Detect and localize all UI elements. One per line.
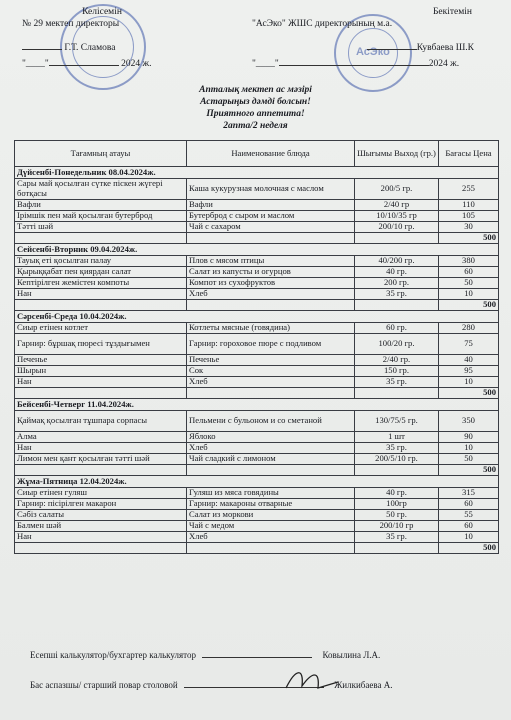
dish-row xyxy=(15,334,499,355)
dish-price: 50 xyxy=(439,454,499,465)
day-total-row xyxy=(15,543,499,554)
empty-cell xyxy=(15,233,187,244)
dish-name-ru: Компот из сухофруктов xyxy=(187,278,355,289)
dish-name-ru: Яблоко xyxy=(187,432,355,443)
day-title: Дүйсенбі-Понедельник 08.04.2024ж. xyxy=(15,167,499,179)
dish-price: 10 xyxy=(439,377,499,388)
menu-title-kz: Апталық мектеп ас мәзірі xyxy=(199,85,312,95)
empty-cell xyxy=(15,300,187,311)
dish-row xyxy=(15,532,499,543)
dish-name-ru: Гарнир: гороховое пюре с подливом xyxy=(187,334,355,355)
dish-name-kz: Тауық еті қосылған палау xyxy=(15,256,187,267)
day-total: 500 xyxy=(439,388,499,399)
dish-output: 100гр xyxy=(355,499,439,510)
dish-output: 40 гр. xyxy=(355,488,439,499)
dish-price: 75 xyxy=(439,334,499,355)
dish-output: 1 шт xyxy=(355,432,439,443)
col-header-output: Шығымы Выход (гр.) xyxy=(355,141,439,167)
dish-output: 130/75/5 гр. xyxy=(355,411,439,432)
dish-row xyxy=(15,355,499,366)
dish-price: 30 xyxy=(439,222,499,233)
dish-output: 200/5 гр. xyxy=(355,179,439,200)
day-total-row xyxy=(15,388,499,399)
dish-name-ru: Гарнир: макароны отварные xyxy=(187,499,355,510)
footer-accountant xyxy=(30,650,380,661)
dish-name-kz: Нан xyxy=(15,532,187,543)
dish-output: 200/10 гр. xyxy=(355,222,439,233)
menu-wish-ru: Приятного аппетита! xyxy=(206,109,305,119)
dish-row xyxy=(15,411,499,432)
dish-row xyxy=(15,211,499,222)
dish-row xyxy=(15,179,499,200)
dish-row xyxy=(15,267,499,278)
dish-row xyxy=(15,256,499,267)
day-total: 500 xyxy=(439,465,499,476)
dish-price: 95 xyxy=(439,366,499,377)
dish-output: 40 гр. xyxy=(355,267,439,278)
dish-price: 55 xyxy=(439,510,499,521)
day-header-row xyxy=(15,311,499,323)
dish-name-ru: Хлеб xyxy=(187,377,355,388)
dish-name-kz: Кептірілген жемістен компоты xyxy=(15,278,187,289)
chef-signature xyxy=(282,664,342,694)
dish-name-ru: Чай с медом xyxy=(187,521,355,532)
empty-cell xyxy=(187,233,355,244)
approval-block-right xyxy=(252,6,502,70)
dish-name-kz: Қаймақ қосылған тұшпара сорпасы xyxy=(15,411,187,432)
day-header-row xyxy=(15,399,499,411)
date-suffix-right: 2024 ж. xyxy=(428,59,460,69)
dish-output: 40/200 гр. xyxy=(355,256,439,267)
day-total-row xyxy=(15,465,499,476)
dish-row xyxy=(15,521,499,532)
dish-name-kz: Қырыққабат пен қиярдан салат xyxy=(15,267,187,278)
dish-price: 40 xyxy=(439,355,499,366)
chef-label: Бас аспазшы/ старший повар столовой xyxy=(30,680,178,690)
menu-table-header xyxy=(15,141,499,167)
dish-name-kz: Алма xyxy=(15,432,187,443)
day-total-row xyxy=(15,233,499,244)
dish-price: 60 xyxy=(439,499,499,510)
dish-name-kz: Лимон мен қант қосылған тәтті шәй xyxy=(15,454,187,465)
day-total: 500 xyxy=(439,233,499,244)
director-role-left: № 29 мектеп директоры xyxy=(22,19,120,29)
empty-cell xyxy=(355,543,439,554)
empty-cell xyxy=(187,300,355,311)
dish-name-ru: Котлеты мясные (говядина) xyxy=(187,323,355,334)
dish-output: 35 гр. xyxy=(355,532,439,543)
dish-price: 380 xyxy=(439,256,499,267)
dish-name-kz: Нан xyxy=(15,443,187,454)
dish-output: 10/10/35 гр xyxy=(355,211,439,222)
approval-block-left xyxy=(22,6,182,70)
day-total: 500 xyxy=(439,543,499,554)
dish-name-kz: Сиыр етінен гуляш xyxy=(15,488,187,499)
dish-output: 150 гр. xyxy=(355,366,439,377)
chef-name: Жилкибаева А. xyxy=(334,680,393,690)
dish-row xyxy=(15,200,499,211)
dish-name-ru: Плов с мясом птицы xyxy=(187,256,355,267)
dish-price: 10 xyxy=(439,289,499,300)
dish-name-kz: Шырын xyxy=(15,366,187,377)
dish-price: 10 xyxy=(439,443,499,454)
dish-row xyxy=(15,499,499,510)
dish-name-ru: Каша кукурузная молочная с маслом xyxy=(187,179,355,200)
date-prefix-right: "____" xyxy=(252,59,279,69)
approve-label-left: Келісемін xyxy=(82,7,122,17)
company-stamp-logo: АсЭко xyxy=(356,46,390,58)
dish-row xyxy=(15,488,499,499)
accountant-name: Ковылина Л.А. xyxy=(322,650,381,660)
empty-cell xyxy=(15,543,187,554)
dish-output: 35 гр. xyxy=(355,289,439,300)
dish-name-kz: Вафли xyxy=(15,200,187,211)
day-title: Сейсенбі-Вторник 09.04.2024ж. xyxy=(15,244,499,256)
day-header-row xyxy=(15,476,499,488)
dish-price: 110 xyxy=(439,200,499,211)
dish-price: 315 xyxy=(439,488,499,499)
dish-output: 200/5/10 гр. xyxy=(355,454,439,465)
dish-output: 200/10 гр xyxy=(355,521,439,532)
dish-output: 35 гр. xyxy=(355,377,439,388)
dish-name-kz: Сары май қосылған сүтке піскен жүгері ботқасы xyxy=(15,179,187,200)
menu-week: 2апта/2 неделя xyxy=(223,121,288,131)
dish-name-kz: Гарнир: пісірілген макарон xyxy=(15,499,187,510)
dish-name-ru: Сок xyxy=(187,366,355,377)
dish-name-ru: Пельмени с бульоном и со сметаной xyxy=(187,411,355,432)
dish-name-ru: Печенье xyxy=(187,355,355,366)
dish-price: 90 xyxy=(439,432,499,443)
dish-price: 105 xyxy=(439,211,499,222)
dish-row xyxy=(15,289,499,300)
empty-cell xyxy=(187,465,355,476)
dish-price: 60 xyxy=(439,267,499,278)
dish-name-ru: Вафли xyxy=(187,200,355,211)
dish-name-ru: Салат из моркови xyxy=(187,510,355,521)
accountant-label: Есепші калькулятор/бухгартер калькулятор xyxy=(30,650,196,660)
dish-row xyxy=(15,510,499,521)
empty-cell xyxy=(187,388,355,399)
dish-price: 255 xyxy=(439,179,499,200)
dish-name-kz: Нан xyxy=(15,377,187,388)
dish-name-ru: Хлеб xyxy=(187,289,355,300)
day-total: 500 xyxy=(439,300,499,311)
dish-name-ru: Салат из капусты и огурцов xyxy=(187,267,355,278)
dish-output: 2/40 гр xyxy=(355,200,439,211)
empty-cell xyxy=(355,465,439,476)
dish-output: 100/20 гр. xyxy=(355,334,439,355)
col-header-kz: Тағамның атауы xyxy=(15,141,187,167)
day-header-row xyxy=(15,167,499,179)
dish-name-kz: Гарнир: бұршақ пюресі тұздығымен xyxy=(15,334,187,355)
date-suffix-left: 2024 ж. xyxy=(121,59,152,69)
dish-name-ru: Чай с сахаром xyxy=(187,222,355,233)
dish-price: 60 xyxy=(439,521,499,532)
day-header-row xyxy=(15,244,499,256)
dish-output: 60 гр. xyxy=(355,323,439,334)
dish-price: 50 xyxy=(439,278,499,289)
dish-row xyxy=(15,377,499,388)
day-title: Бейсенбі-Четверг 11.04.2024ж. xyxy=(15,399,499,411)
dish-price: 10 xyxy=(439,532,499,543)
empty-cell xyxy=(355,300,439,311)
dish-name-ru: Чай сладкий с лимоном xyxy=(187,454,355,465)
dish-row xyxy=(15,278,499,289)
dish-name-kz: Тәтті шәй xyxy=(15,222,187,233)
dish-row xyxy=(15,323,499,334)
dish-output: 35 гр. xyxy=(355,443,439,454)
menu-wish-kz: Астарыңыз дәмді болсын! xyxy=(200,97,311,107)
empty-cell xyxy=(355,388,439,399)
director-name-left: Г.Т. Сламова xyxy=(64,43,116,53)
director-role-right: "АсЭко" ЖШС директорының м.а. xyxy=(252,19,393,29)
dish-price: 280 xyxy=(439,323,499,334)
dish-row xyxy=(15,443,499,454)
dish-name-ru: Хлеб xyxy=(187,443,355,454)
col-header-price: Бағасы Цена xyxy=(439,141,499,167)
dish-name-ru: Бутерброд с сыром и маслом xyxy=(187,211,355,222)
menu-table xyxy=(14,140,499,554)
approve-label-right: Бекітемін xyxy=(432,7,472,17)
dish-name-kz: Балмен шәй xyxy=(15,521,187,532)
day-title: Сәрсенбі-Среда 10.04.2024ж. xyxy=(15,311,499,323)
dish-output: 50 гр. xyxy=(355,510,439,521)
dish-price: 350 xyxy=(439,411,499,432)
dish-row xyxy=(15,366,499,377)
empty-cell xyxy=(355,233,439,244)
day-title: Жұма-Пятница 12.04.2024ж. xyxy=(15,476,499,488)
date-prefix-left: "____" xyxy=(22,59,49,69)
empty-cell xyxy=(187,543,355,554)
dish-name-ru: Гуляш из мяса говядины xyxy=(187,488,355,499)
dish-row xyxy=(15,432,499,443)
dish-name-ru: Хлеб xyxy=(187,532,355,543)
day-total-row xyxy=(15,300,499,311)
dish-name-kz: Сәбіз салаты xyxy=(15,510,187,521)
director-name-right: Кувбаева Ш.К xyxy=(416,43,474,53)
empty-cell xyxy=(15,465,187,476)
dish-output: 200 гр. xyxy=(355,278,439,289)
dish-row xyxy=(15,454,499,465)
dish-name-kz: Ірімшік пен май қосылған бутерброд xyxy=(15,211,187,222)
dish-output: 2/40 гр. xyxy=(355,355,439,366)
dish-row xyxy=(15,222,499,233)
empty-cell xyxy=(15,388,187,399)
menu-title-block xyxy=(0,84,511,132)
dish-name-kz: Нан xyxy=(15,289,187,300)
dish-name-kz: Печенье xyxy=(15,355,187,366)
col-header-ru: Наименование блюда xyxy=(187,141,355,167)
dish-name-kz: Сиыр етінен котлет xyxy=(15,323,187,334)
